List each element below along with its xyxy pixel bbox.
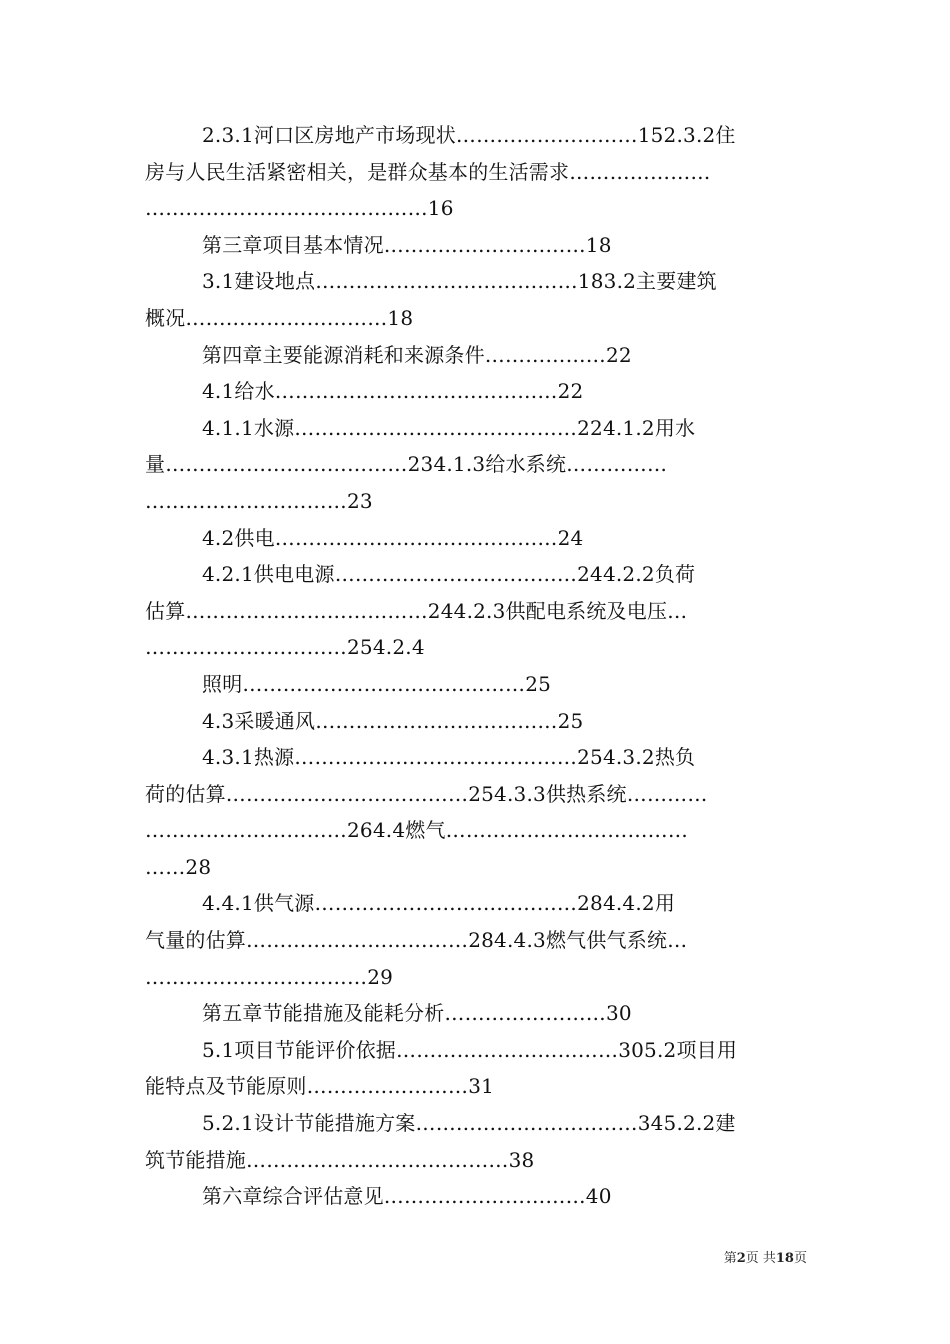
footer-prefix: 第 [723,1251,737,1266]
toc-line: 荷的估算………………………………254.3.3供热系统………… [145,781,708,806]
toc-line: 概况…………………………18 [145,305,414,330]
toc-line: 4.1给水……………………………………22 [202,379,584,404]
toc-line: 第六章综合评估意见…………………………40 [202,1184,612,1209]
toc-line: 能特点及节能原则……………………31 [145,1074,495,1099]
page-footer [724,1247,807,1266]
toc-line: 第四章主要能源消耗和来源条件………………22 [202,342,632,367]
toc-line: 第三章项目基本情况…………………………18 [202,232,612,257]
toc-line: 量………………………………234.1.3给水系统…………… [145,452,668,477]
footer-suffix: 页 [793,1251,807,1266]
toc-line: 4.2.1供电电源………………………………244.2.2负荷 [202,562,696,587]
toc-line: 4.4.1供气源…………………………………284.4.2用 [202,891,676,916]
toc-line: 筑节能措施…………………………………38 [145,1147,535,1172]
toc-line: …………………………264.4燃气……………………………… [145,818,689,843]
toc-line: ……28 [145,854,212,879]
toc-line: …………………………254.2.4 [145,635,425,660]
toc-line: 估算………………………………244.2.3供配电系统及电压… [145,598,688,623]
toc-line: ……………………………29 [145,964,394,989]
toc-line: 2.3.1河口区房地产市场现状………………………152.3.2住 [202,123,736,147]
toc-line: 5.2.1设计节能措施方案……………………………345.2.2建 [202,1111,736,1136]
toc-line: 3.1建设地点…………………………………183.2主要建筑 [202,269,717,294]
toc-line: 气量的估算……………………………284.4.3燃气供气系统… [145,928,688,953]
toc-line: 5.1项目节能评价依据……………………………305.2项目用 [202,1037,738,1062]
footer-page-number: 2 [736,1251,746,1266]
toc-line: 房与人民生活紧密相关，是群众基本的生活需求………………… [145,159,711,184]
toc-line: ……………………………………16 [145,196,454,221]
footer-total-pages: 18 [775,1251,794,1266]
footer-middle: 页 共 [745,1251,776,1266]
toc-line: 第五章节能措施及能耗分析……………………30 [202,1001,632,1026]
table-of-contents [145,117,807,1215]
toc-line: 4.2供电……………………………………24 [202,525,584,550]
toc-line: 照明……………………………………25 [202,671,552,696]
toc-line: 4.1.1水源……………………………………224.1.2用水 [202,415,696,440]
toc-line: 4.3.1热源……………………………………254.3.2热负 [202,745,696,770]
toc-line: 4.3采暖通风………………………………25 [202,708,584,733]
toc-line: …………………………23 [145,488,373,513]
